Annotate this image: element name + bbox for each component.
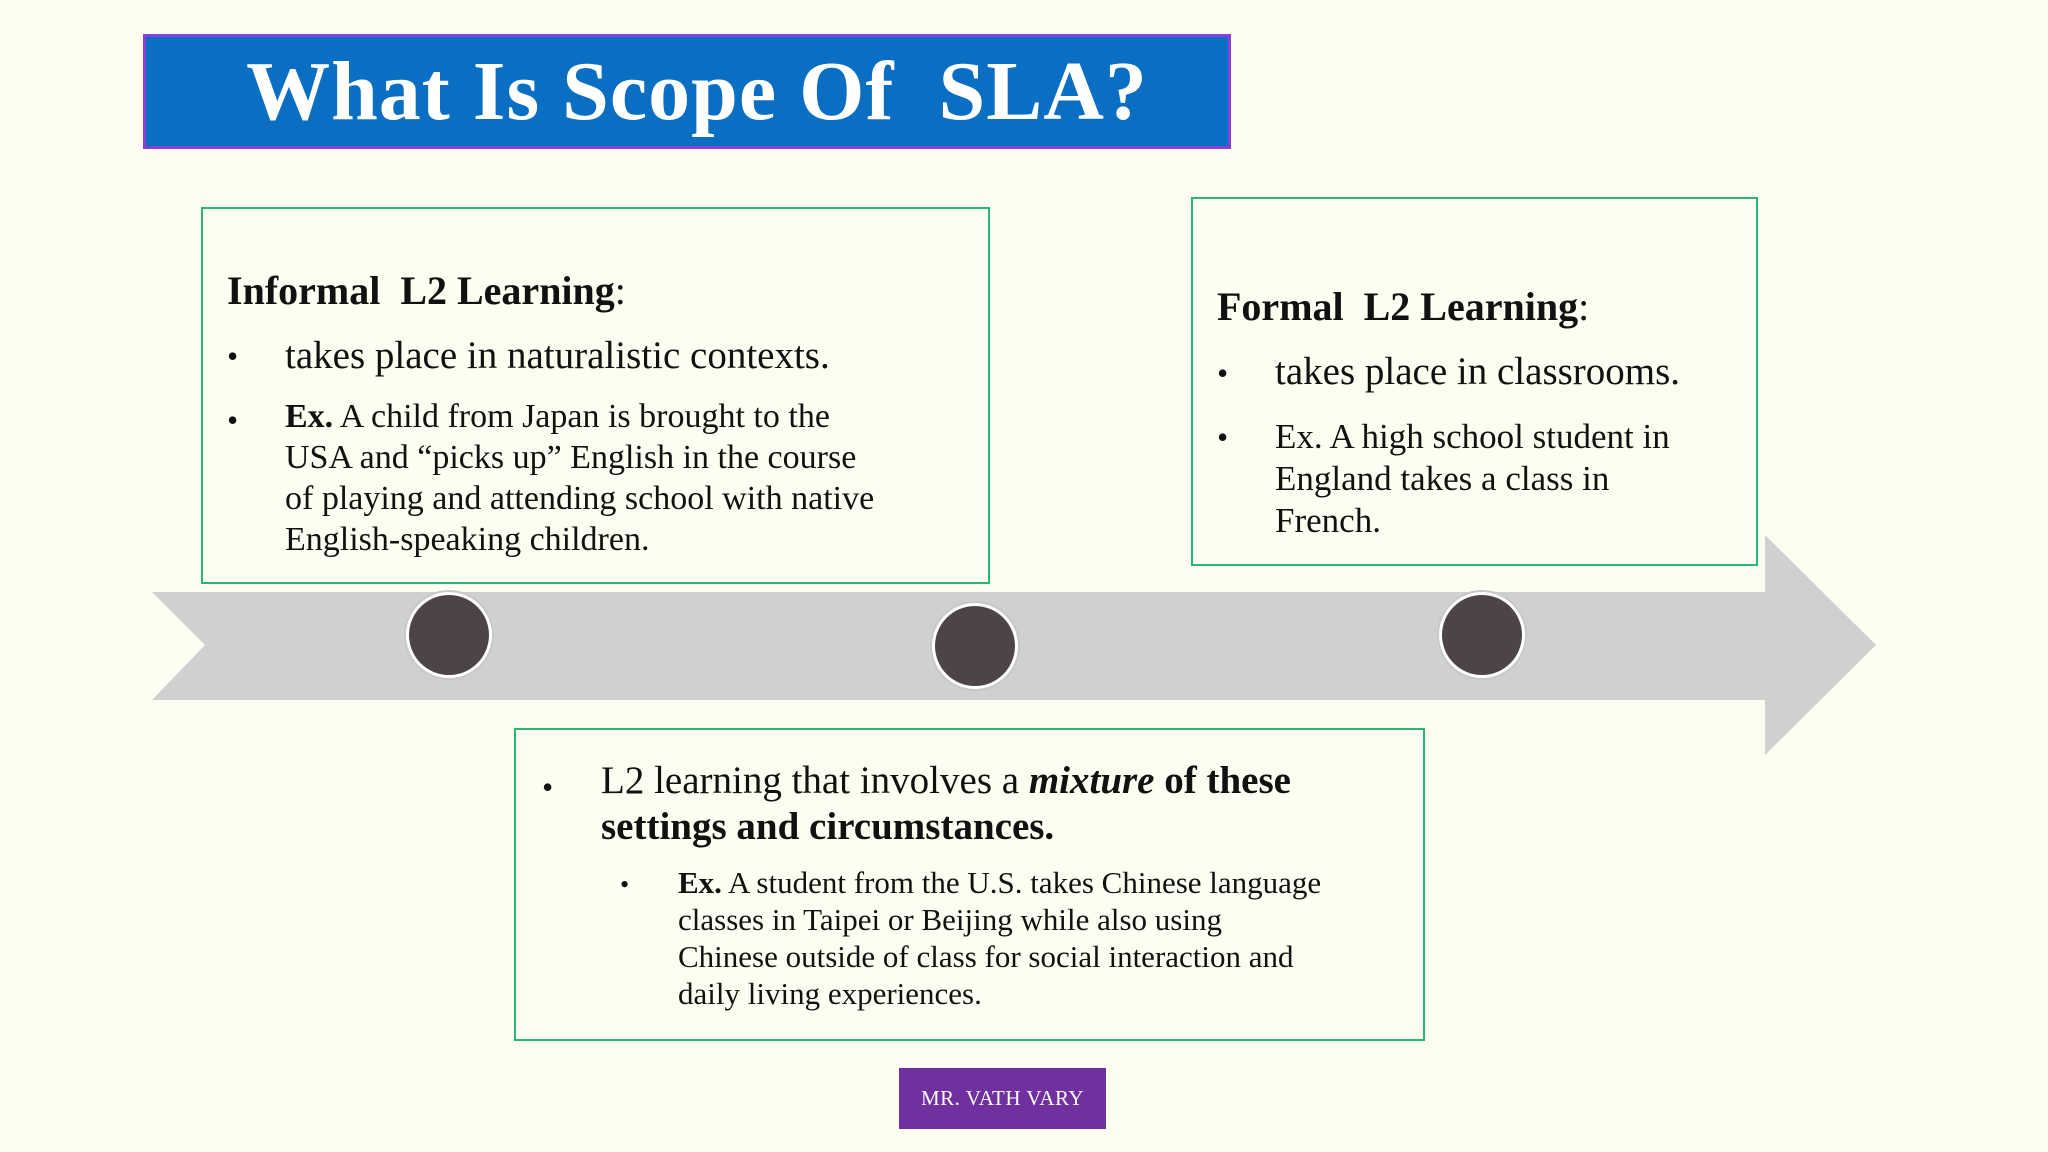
bullet-icon: • (542, 769, 554, 805)
informal-heading (227, 267, 626, 314)
example-label: Ex. (678, 865, 722, 900)
formal-heading (1217, 283, 1589, 330)
bullet-icon: • (1217, 419, 1229, 455)
mixture-text-bold: of these (1154, 759, 1291, 802)
mixture-text-bold: settings and circumstances. (601, 805, 1055, 848)
bullet-icon: • (620, 870, 630, 899)
title-banner (143, 34, 1231, 149)
mixture-bullet-1 (601, 758, 1291, 850)
formal-example-line: French. (1275, 501, 1381, 540)
informal-example-line: A child from Japan is brought to the (333, 398, 830, 435)
timeline-dot-1 (405, 591, 493, 679)
informal-example-line: English-speaking children. (285, 521, 650, 558)
formal-example-line: Ex. A high school student in (1275, 417, 1670, 456)
formal-bullet-2 (1275, 416, 1670, 542)
mixture-example-line: A student from the U.S. takes Chinese language (721, 865, 1322, 900)
informal-example-line: USA and “picks up” English in the course (285, 439, 857, 476)
mixture-example-line: classes in Taipei or Beijing while also using (678, 902, 1222, 937)
example-label: Ex. (285, 398, 334, 435)
mixture-example-line: Chinese outside of class for social interaction and (678, 939, 1294, 974)
informal-heading-colon: : (614, 268, 626, 313)
mixture-sub-bullet (678, 864, 1321, 1012)
author-name: MR. VATH VARY (920, 1086, 1085, 1110)
mixture-emphasis: mixture (1028, 759, 1155, 802)
informal-heading-bold: Informal L2 Learning (227, 268, 615, 313)
informal-bullet-1: takes place in naturalistic contexts. (285, 334, 830, 377)
formal-example-line: England takes a class in (1275, 459, 1610, 498)
mixture-learning-card (514, 728, 1425, 1041)
slide-title: What Is Scope Of SLA? (246, 45, 1148, 138)
bullet-icon: • (227, 338, 239, 374)
formal-learning-card (1191, 197, 1758, 566)
formal-heading-bold: Formal L2 Learning (1217, 284, 1579, 329)
bullet-icon: • (1217, 355, 1229, 391)
informal-learning-card (201, 207, 990, 584)
timeline-dot-3 (1438, 591, 1526, 679)
mixture-example-line: daily living experiences. (678, 976, 982, 1011)
timeline-dot-2 (931, 602, 1019, 690)
mixture-text-plain: L2 learning that involves a (601, 759, 1029, 802)
informal-bullet-2 (285, 396, 874, 560)
formal-bullet-1: takes place in classrooms. (1275, 350, 1681, 393)
formal-heading-colon: : (1578, 284, 1590, 329)
author-badge (899, 1068, 1106, 1129)
informal-example-line: of playing and attending school with native (285, 480, 875, 517)
bullet-icon: • (227, 402, 239, 438)
